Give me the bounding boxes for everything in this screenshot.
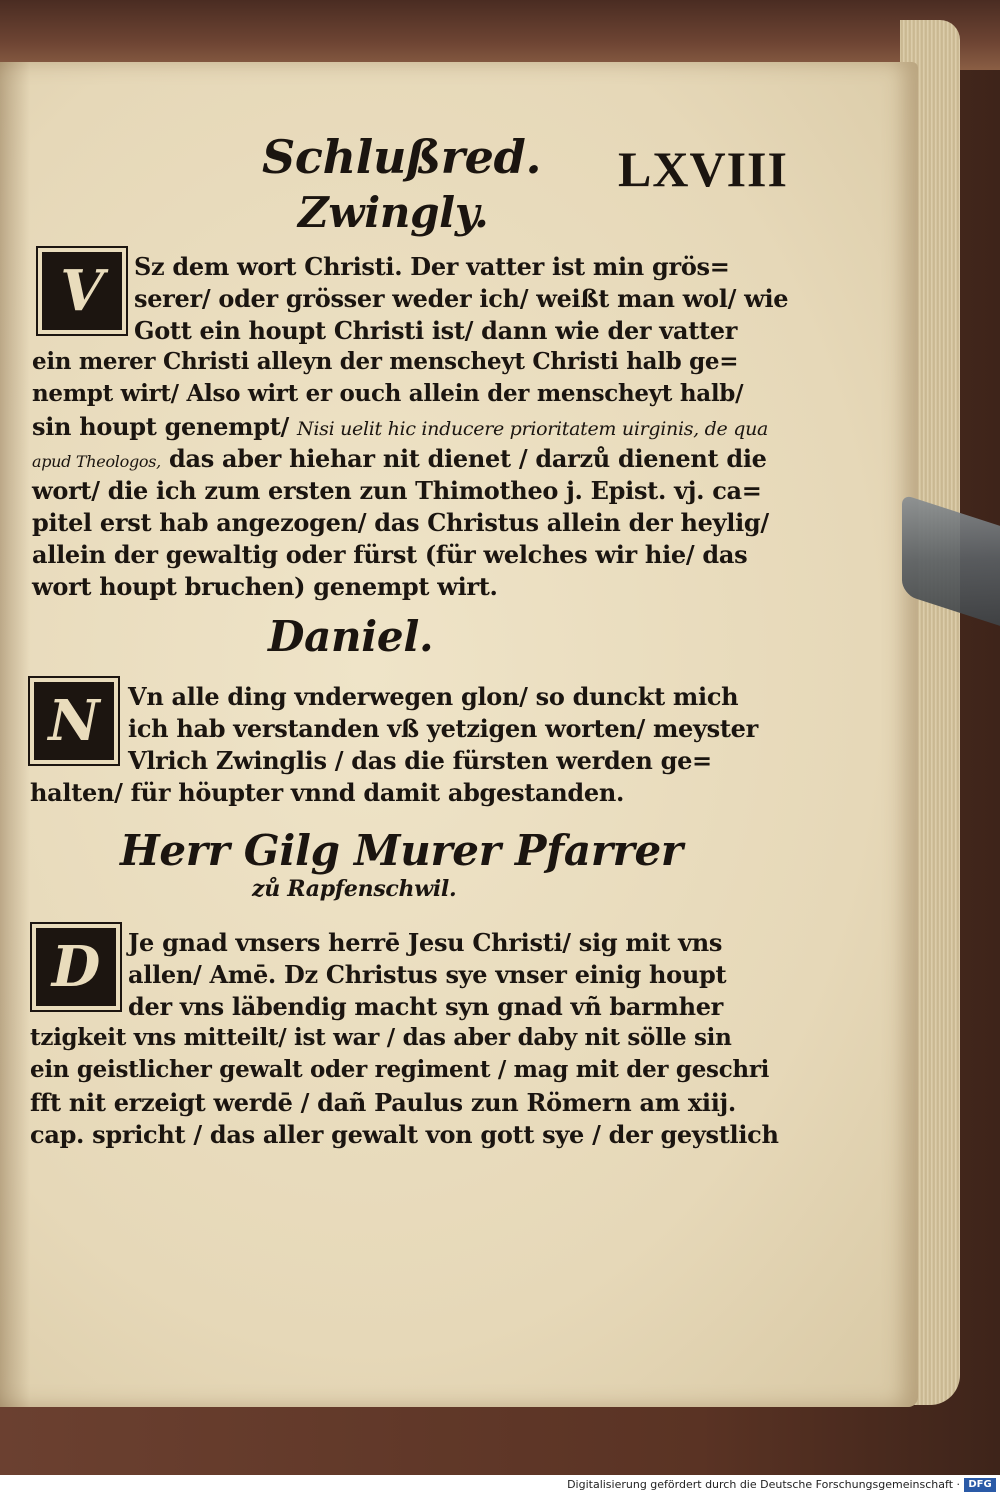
speaker-heading-gilg-murer: Herr Gilg Murer Pfarrer: [120, 826, 683, 875]
text-line: ein merer Christi alleyn der menscheyt Christi halb ge=: [32, 348, 739, 375]
folio-number: LXVIII: [618, 141, 788, 197]
text-segment: sin houpt genempt/: [32, 412, 289, 441]
text-line: allein der gewaltig oder fürst (für welches wir hie/ das: [32, 540, 748, 569]
speaker-heading-daniel: Daniel.: [268, 612, 434, 661]
text-line: wort houpt bruchen) genempt wirt.: [32, 572, 498, 601]
text-line: tzigkeit vns mitteilt/ ist war / das aber daby nit sölle sin: [30, 1024, 732, 1051]
book-cover-edge: [0, 0, 1000, 70]
text-line: ein geistlicher gewalt oder regiment / mag mit der geschri: [30, 1056, 770, 1083]
text-line: halten/ für höupter vnnd damit abgestanden.: [30, 778, 625, 807]
text-line: allen/ Amē. Dz Christus sye vnser einig houpt: [128, 960, 727, 989]
text-line: cap. spricht / das aller gewalt von gott sye / der geystlich: [30, 1120, 779, 1149]
page-gutter-shadow: [0, 62, 30, 1407]
latin-segment: apud Theologos,: [32, 452, 161, 471]
dfg-logo: DFG: [964, 1478, 996, 1492]
initial-letter: N: [48, 688, 100, 754]
text-line: wort/ die ich zum ersten zun Thimotheo j. Epist. vj. ca=: [32, 476, 762, 505]
text-line: Vlrich Zwinglis / das die fürsten werden ge=: [128, 746, 712, 775]
text-line: [32, 444, 767, 473]
text-line: serer/ oder grösser weder ich/ weißt man wol/ wie: [134, 284, 789, 313]
speaker-heading-zwingli: Zwingly.: [298, 188, 489, 237]
text-line: fft nit erzeigt werdē / dañ Paulus zun Römern am xiij.: [30, 1088, 736, 1117]
text-segment: das aber hiehar nit dienet / darzů dienent die: [168, 444, 767, 473]
text-line: der vns läbendig macht syn gnad vñ barmher: [128, 992, 724, 1021]
text-line: pitel erst hab angezogen/ das Christus allein der heylig/: [32, 508, 769, 537]
decorated-initial: [28, 676, 120, 766]
running-head: Schlußred.: [262, 130, 542, 184]
text-line: Je gnad vnsers herrē Jesu Christi/ sig mit vns: [128, 928, 723, 957]
text-line: Sz dem wort Christi. Der vatter ist min grös=: [134, 252, 730, 281]
text-line: nempt wirt/ Also wirt er ouch allein der menscheyt halb/: [32, 380, 744, 407]
text-line: Gott ein houpt Christi ist/ dann wie der vatter: [134, 316, 738, 345]
text-line: ich hab verstanden vß yetzigen worten/ meyster: [128, 714, 758, 743]
text-line: Vn alle ding vnderwegen glon/ so dunckt mich: [128, 682, 739, 711]
credit-text: Digitalisierung gefördert durch die Deutsche Forschungsgemeinschaft ·: [567, 1478, 960, 1491]
decorated-initial: [30, 922, 122, 1012]
credit-footer: [0, 1475, 1000, 1495]
initial-letter: D: [51, 934, 101, 1000]
decorated-initial: [36, 246, 128, 336]
latin-segment: Nisi uelit hic inducere prioritatem uirginis, de qua: [297, 418, 769, 440]
speaker-subheading: zů Rapfenschwil.: [252, 876, 457, 902]
text-line: [32, 412, 768, 441]
initial-letter: V: [60, 258, 104, 324]
